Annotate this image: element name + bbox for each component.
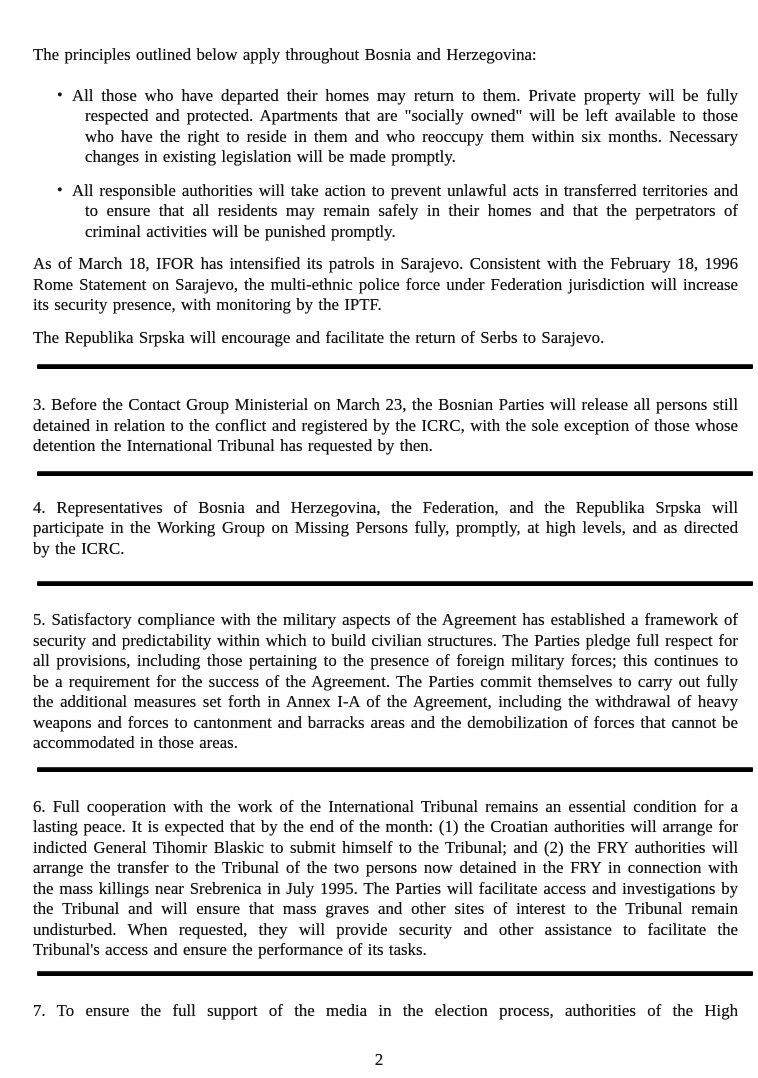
list-item-text: All responsible authorities will take action to prevent unlawful acts in transferred territories and to ensure that all residents may remain safely in their homes and that the perpetrators of criminal activities will be punished promptly. <box>72 180 738 241</box>
principles-list <box>33 86 738 243</box>
page-number: 2 <box>374 1050 384 1069</box>
paragraph-ifor-patrols: As of March 18, IFOR has intensified its patrols in Sarajevo. Consistent with the February 18, 1996 Rome Statement on Sarajevo, the multi-ethnic police force under Federation jurisdiction will increase its security presence, with monitoring by the IPTF. <box>33 254 738 314</box>
section-paragraph-6: 6. Full cooperation with the work of the International Tribunal remains an essential condition for a lasting peace. It is expected that by the end of the month: (1) the Croatian authorities will arrange for indicted General Tihomir Blaskic to submit himself to the Tribunal; and (2) the FRY authorities will arrange the transfer to the Tribunal of the two persons now detained in the FRY in connection with the mass killings near Srebrenica in July 1995. The Parties will facilitate access and investigations by the Tribunal and will ensure that mass graves and other sites of interest to the Tribunal remain undisturbed. When requested, they will provide security and other assistance to facilitate the Tribunal's access and ensure the performance of its tasks. <box>33 796 738 959</box>
intro-paragraph: The principles outlined below apply throughout Bosnia and Herzegovina: <box>33 45 537 64</box>
section-divider <box>37 581 753 586</box>
section-divider <box>37 364 753 369</box>
section-divider <box>37 471 753 476</box>
content-column <box>33 0 738 1021</box>
paragraph-serb-return: The Republika Srpska will encourage and facilitate the return of Serbs to Sarajevo. <box>33 327 605 347</box>
bullet-icon: • <box>57 86 63 104</box>
section-divider <box>37 971 753 976</box>
list-item-text: All those who have departed their homes may return to them. Private property will be fully respected and protected. Apartments that are "socially owned" will be left available to those who have the right to reside in them and who reoccupy them within six months. Necessary changes in existing legislation will be made promptly. <box>72 85 738 166</box>
list-item-unlawful-acts <box>33 181 738 243</box>
section-paragraph-5: 5. Satisfactory compliance with the military aspects of the Agreement has established a framework of security and predictability within which to build civilian structures. The Parties pledge full respect for all provisions, including those pertaining to the presence of foreign military forces; this continues to be a requirement for the success of the Agreement. The Parties commit themselves to carry out fully the additional measures set forth in Annex I-A of the Agreement, including the withdrawal of heavy weapons and forces to cantonment and barracks areas and the demobilization of forces that cannot be accommodated in those areas. <box>33 610 738 752</box>
section-paragraph-3: 3. Before the Contact Group Ministerial on March 23, the Bosnian Parties will release all persons still detained in relation to the conflict and registered by the ICRC, with the sole exception of those whose detention the International Tribunal has requested by then. <box>33 395 738 455</box>
list-item-property-return <box>33 86 738 168</box>
bullet-icon: • <box>57 181 63 199</box>
section-paragraph-7: 7. To ensure the full support of the media in the election process, authorities of the High <box>33 1000 738 1020</box>
section-divider <box>37 767 753 772</box>
section-paragraph-4: 4. Representatives of Bosnia and Herzegovina, the Federation, and the Republika Srpska will participate in the Working Group on Missing Persons fully, promptly, at high levels, and as directed by the ICRC. <box>33 497 738 558</box>
